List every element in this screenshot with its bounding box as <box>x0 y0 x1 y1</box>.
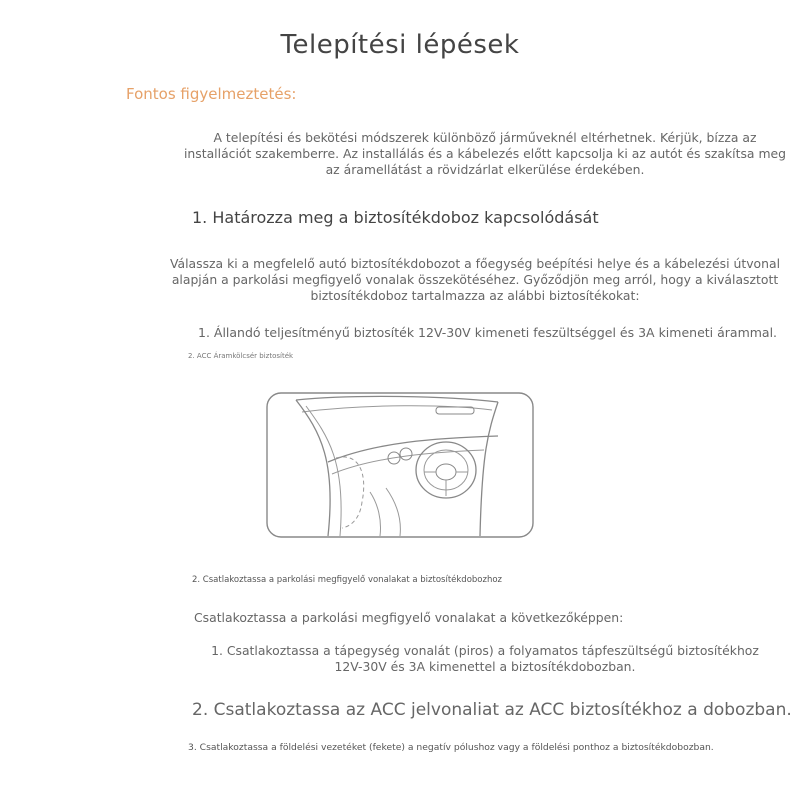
warning-heading: Fontos figyelmeztetés: <box>126 85 297 103</box>
car-interior-illustration <box>266 392 534 538</box>
connection-step-1: 1. Csatlakoztassa a tápegység vonalát (piros) a folyamatos tápfeszültségű biztosítékhoz 12V-30V és 3A kimenettel a biztosítékdobozban. <box>211 643 759 674</box>
step2-heading: 2. Csatlakoztassa a parkolási megfigyelő vonalakat a biztosítékdobozhoz <box>192 575 503 585</box>
fuse-item-2: 2. ACC Áramkölcsér biztosíték <box>188 352 294 360</box>
connection-step-3: 3. Csatlakoztassa a földelési vezetéket (fekete) a negatív pólushoz vagy a földelési ponthoz a biztosítékdobozban. <box>188 742 714 753</box>
fuse-item-1: 1. Állandó teljesítményű biztosíték 12V-30V kimeneti feszültséggel és 3A kimeneti árammal. <box>198 325 778 340</box>
dashboard-drawing <box>266 392 534 538</box>
connection-step-2: 2. Csatlakoztassa az ACC jelvonaliat az ACC biztosítékhoz a dobozban. <box>192 700 792 720</box>
step1-heading: 1. Határozza meg a biztosítékdoboz kapcsolódását <box>192 208 599 227</box>
step1-text: Válassza ki a megfelelő autó biztosítékdobozot a főegység beépítési helye és a kábelezési útvonal alapján a parkolási megfigyelő vonalak összekötéséhez. Győződjön meg arról, hogy a kiválasztott biztosítékdoboz tartalmazza az alábbi biztosítékokat: <box>170 256 781 303</box>
warning-text: A telepítési és bekötési módszerek különböző járműveknél eltérhetnek. Kérjük, bízza az installációt szakemberre. Az installálás és a kábelezés előtt kapcsolja ki az autót és szakítsa meg az áramellátást a rövidzárlat elkerülése érdekében. <box>183 130 787 177</box>
page-title: Telepítési lépések <box>280 30 520 60</box>
step2-intro: Csatlakoztassa a parkolási megfigyelő vonalakat a következőképpen: <box>194 610 624 625</box>
